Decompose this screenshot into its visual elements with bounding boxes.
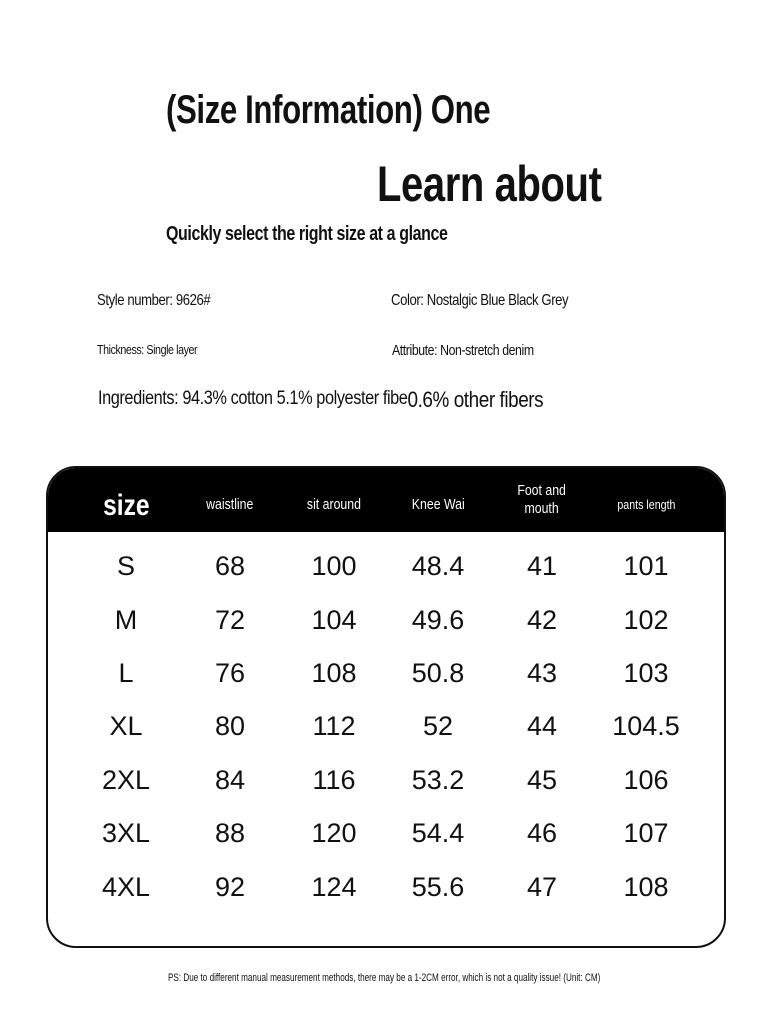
measurement-cell: 72 <box>214 605 246 635</box>
header-label: pants length <box>616 496 676 512</box>
measurement-cell: 44 <box>526 711 558 741</box>
measurement-cell: 92 <box>214 872 246 902</box>
measurement-cell: 47 <box>526 872 558 902</box>
measurement-cell: 107 <box>623 818 669 848</box>
header-label: sit around <box>306 495 362 513</box>
measurement-cell: 41 <box>526 551 558 581</box>
size-label-cell: S <box>116 551 135 581</box>
measurement-cell: 43 <box>526 658 558 688</box>
measurement-cell: 102 <box>623 605 669 635</box>
header-foot-mouth <box>492 468 592 532</box>
measurement-cell: 84 <box>214 765 246 795</box>
measurement-cell: 104 <box>311 605 357 635</box>
thickness-info: Thickness: Single layer <box>97 342 198 357</box>
ingredients-tail: 0.6% other fibers <box>407 387 544 412</box>
measurement-cell: 49.6 <box>411 605 465 635</box>
header-label <box>518 482 567 518</box>
measurement-cell: 120 <box>311 818 357 848</box>
measurement-cell: 53.2 <box>411 765 465 795</box>
header-label: size <box>102 489 150 522</box>
attribute-info: Attribute: Non-stretch denim <box>392 342 534 359</box>
measurement-cell: 68 <box>214 551 246 581</box>
table-row <box>48 594 724 647</box>
measurement-cell: 124 <box>311 872 357 902</box>
measurement-cell: 88 <box>214 818 246 848</box>
table-row <box>48 807 724 860</box>
header-waistline <box>180 472 280 536</box>
measurement-cell: 108 <box>623 872 669 902</box>
ingredients-info <box>98 384 543 410</box>
measurement-cell: 80 <box>214 711 246 741</box>
measurement-cell: 46 <box>526 818 558 848</box>
table-row <box>48 700 724 753</box>
size-label-cell: 3XL <box>101 818 151 848</box>
measurement-cell: 76 <box>214 658 246 688</box>
header-label-line1: Foot and <box>517 482 567 499</box>
header-pants-length <box>596 472 696 536</box>
table-row <box>48 861 724 914</box>
footnote-text: PS: Due to different manual measurement methods, there may be a 1-2CM error, which is not a quality issue! (Unit: CM) <box>167 972 601 984</box>
measurement-cell: 50.8 <box>411 658 465 688</box>
measurement-cell: 104.5 <box>612 711 680 741</box>
measurement-cell: 116 <box>312 765 356 795</box>
measurement-cell: 42 <box>526 605 558 635</box>
size-label-cell: XL <box>109 711 143 741</box>
size-label-cell: M <box>114 605 138 635</box>
table-row <box>48 540 724 593</box>
header-knee-width <box>388 472 488 536</box>
measurement-cell: 112 <box>312 711 356 741</box>
table-row <box>48 754 724 807</box>
header-sit-around <box>284 472 384 536</box>
measurement-cell: 54.4 <box>411 818 465 848</box>
header-size <box>76 474 176 538</box>
measurement-cell: 106 <box>623 765 669 795</box>
header-label: Knee Wai <box>411 495 465 513</box>
measurement-cell: 48.4 <box>411 551 465 581</box>
color-info: Color: Nostalgic Blue Black Grey <box>391 292 569 309</box>
measurement-cell: 101 <box>623 551 669 581</box>
size-label-cell: 4XL <box>101 872 151 902</box>
measurement-footnote <box>0 972 768 984</box>
measurement-cell: 108 <box>311 658 357 688</box>
measurement-cell: 103 <box>623 658 669 688</box>
size-label-cell: L <box>118 658 134 688</box>
header-label-line2: mouth <box>524 500 560 517</box>
size-table <box>46 466 726 948</box>
measurement-cell: 55.6 <box>411 872 465 902</box>
size-table-header <box>48 468 724 532</box>
ingredients-main: Ingredients: 94.3% cotton 5.1% polyester fibe <box>98 388 408 409</box>
table-row <box>48 647 724 700</box>
style-number: Style number: 9626# <box>97 292 211 309</box>
measurement-cell: 45 <box>526 765 558 795</box>
header-label: waistline <box>206 495 254 513</box>
measurement-cell: 100 <box>311 551 357 581</box>
size-label-cell: 2XL <box>101 765 151 795</box>
page-title-line2: Learn about <box>377 156 602 212</box>
measurement-cell: 52 <box>422 711 454 741</box>
page-title-line1: (Size Information) One <box>166 88 491 132</box>
page-subtitle: Quickly select the right size at a glance <box>166 223 448 245</box>
